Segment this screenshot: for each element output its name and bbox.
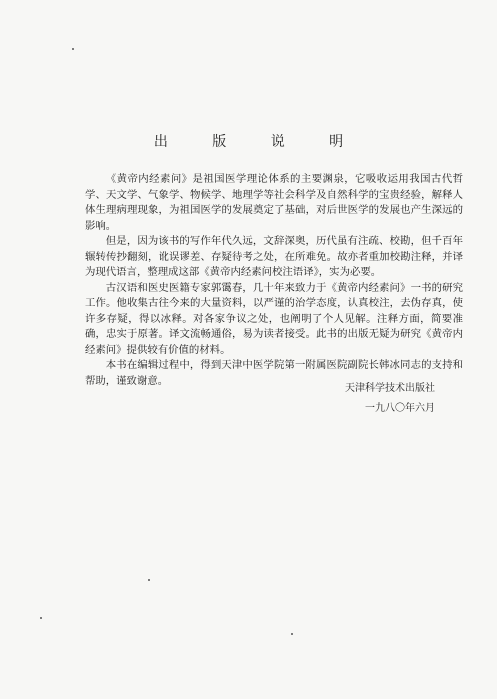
scan-speck — [40, 617, 42, 619]
paragraph-2: 但是，因为该书的写作年代久远，文辞深奥，历代虽有注疏、校勘，但千百年辗转传抄翻刻，讹误谬差、存疑待考之处，在所难免。故亦者重加校勘注释，并译为现代语言，整理成这部《黄帝内经素问校注语译》，实为必要。 — [85, 235, 463, 278]
paragraph-4: 本书在编辑过程中，得到天津中医学院第一附属医院副院长韩冰同志的支持和帮助，谨致谢意。 — [85, 359, 463, 387]
publisher-signature: 天津科学技术出版社 — [345, 383, 435, 394]
body-text — [85, 172, 463, 389]
paragraph-3: 古汉语和医史医籍专家郭霭春，几十年来致力于《黄帝内经素问》一书的研究工作。他收集古往今来的大量资料，以严谨的治学态度，认真校注，去伪存真，使许多存疑，得以冰释。对各家争议之处，也阐明了个人见解。注释方面，简要准确，忠实于原著。译文流畅通俗，易为读者接受。此书的出版无疑为研究《黄帝内经素问》提供较有价值的材料。 — [85, 281, 463, 356]
paragraph-1: 《黄帝内经素问》是祖国医学理论体系的主要渊泉，它吸收运用我国古代哲学、天文学、气象学、物候学、地理学等社会科学及自然科学的宝贵经验，解释人体生理病理现象，为祖国医学的发展奠定了基础，对后世医学的发展也产生深远的影响。 — [85, 173, 463, 232]
publication-date: 一九八〇年六月 — [365, 403, 435, 414]
scan-speck — [148, 579, 150, 581]
page-title: 出 版 说 明 — [153, 134, 364, 150]
scan-speck — [291, 633, 293, 635]
scan-speck — [72, 48, 74, 50]
